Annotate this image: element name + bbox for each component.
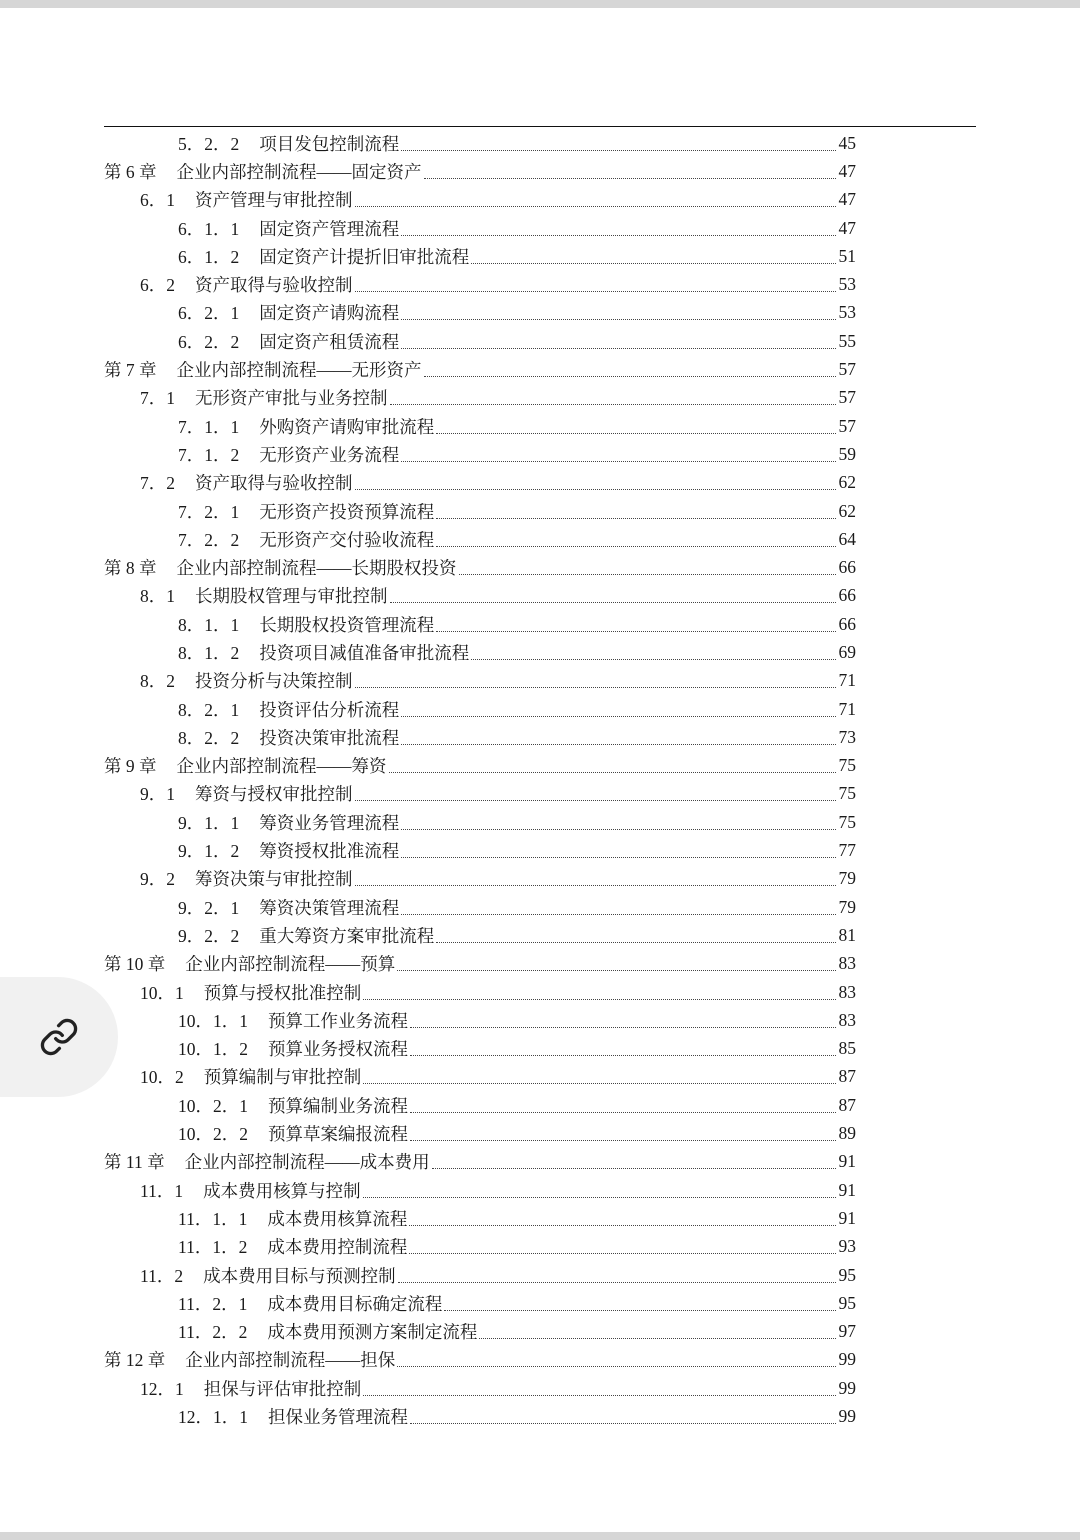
dot-leader — [424, 376, 837, 377]
toc-section-entry — [104, 978, 856, 1006]
entry-number: 8．1 — [140, 586, 175, 607]
entry-title: 担保业务管理流程 — [268, 1407, 408, 1427]
dot-leader — [355, 206, 837, 207]
entry-title: 企业内部控制流程——无形资产 — [176, 360, 422, 381]
entry-number: 7．2．2 — [178, 529, 240, 550]
entry-page-number: 55 — [838, 330, 856, 351]
entry-number: 第 8 章 — [104, 558, 157, 579]
entry-page-number: 62 — [838, 472, 856, 493]
dot-leader — [355, 800, 837, 801]
dot-leader — [390, 404, 837, 405]
entry-number: 12．1．1 — [178, 1407, 248, 1427]
dot-leader — [397, 970, 836, 971]
entry-title: 投资分析与决策控制 — [195, 671, 353, 692]
entry-number: 11．1．1 — [178, 1208, 248, 1229]
dot-leader — [409, 1225, 836, 1226]
entry-number: 6．2．2 — [178, 331, 240, 352]
entry-page-number: 75 — [838, 783, 856, 804]
dot-leader — [401, 235, 836, 236]
entry-title: 无形资产投资预算流程 — [259, 501, 435, 522]
entry-title: 成本费用核算与控制 — [203, 1180, 361, 1201]
toc-subsection-entry — [104, 893, 856, 921]
dot-leader — [363, 1395, 836, 1396]
toc-subsection-entry — [104, 412, 856, 440]
entry-title: 重大筹资方案审批流程 — [259, 925, 435, 946]
entry-page-number: 91 — [838, 1151, 856, 1172]
dot-leader — [401, 319, 836, 320]
entry-title: 担保与评估审批控制 — [203, 1378, 362, 1399]
entry-number: 8．1．2 — [178, 642, 240, 663]
entry-title: 投资项目减值准备审批流程 — [259, 642, 470, 663]
toc-subsection-entry — [104, 695, 856, 723]
entry-page-number: 57 — [838, 415, 856, 436]
dot-leader — [436, 433, 836, 434]
entry-page-number: 47 — [838, 189, 856, 210]
entry-page-number: 45 — [838, 132, 856, 153]
entry-title: 投资评估分析流程 — [259, 699, 400, 720]
entry-page-number: 66 — [838, 557, 856, 578]
entry-number: 10．2 — [140, 1067, 184, 1088]
entry-number: 7．1．2 — [178, 444, 240, 465]
toc-subsection-entry — [104, 610, 856, 638]
entry-title: 企业内部控制流程——担保 — [185, 1350, 396, 1371]
dot-leader — [398, 1282, 836, 1283]
dot-leader — [432, 1168, 836, 1169]
entry-title: 固定资产租赁流程 — [259, 331, 400, 352]
toc-subsection-entry — [104, 214, 856, 242]
entry-number: 8．2．2 — [178, 727, 240, 748]
entry-title: 固定资产管理流程 — [259, 218, 400, 239]
toc-section-entry — [104, 1176, 856, 1204]
dot-leader — [410, 1423, 836, 1424]
entry-title: 成本费用预测方案制定流程 — [267, 1322, 478, 1343]
dot-leader — [424, 178, 837, 179]
toc-subsection-entry — [104, 808, 856, 836]
entry-page-number: 57 — [838, 359, 856, 380]
entry-title: 成本费用目标与预测控制 — [203, 1265, 396, 1286]
toc-subsection-entry — [104, 242, 856, 270]
dot-leader — [436, 546, 836, 547]
entry-title: 预算编制与审批控制 — [203, 1067, 362, 1088]
toc-chapter-entry — [104, 553, 856, 581]
entry-number: 10．1．1 — [178, 1010, 248, 1031]
entry-title: 筹资授权批准流程 — [259, 841, 400, 862]
entry-number: 6．2 — [140, 275, 175, 296]
entry-page-number: 71 — [838, 670, 856, 691]
entry-number: 11．1 — [140, 1180, 184, 1201]
dot-leader — [355, 687, 837, 688]
dot-leader — [409, 1253, 836, 1254]
link-icon — [39, 1017, 79, 1057]
entry-page-number: 99 — [838, 1406, 856, 1426]
entry-number: 10．2．1 — [178, 1095, 248, 1116]
entry-number: 第 10 章 — [104, 954, 166, 975]
toc-section-entry — [104, 1261, 856, 1289]
entry-number: 11．2．2 — [178, 1322, 248, 1343]
dot-leader — [479, 1338, 836, 1339]
toc-section-entry — [104, 270, 856, 298]
toc-subsection-entry — [104, 921, 856, 949]
toc-subsection-entry — [104, 129, 856, 157]
copy-link-button[interactable] — [0, 977, 118, 1097]
toc-section-entry — [104, 1063, 856, 1091]
toc-chapter-entry — [104, 157, 856, 185]
toc-subsection-entry — [104, 638, 856, 666]
toc-subsection-entry — [104, 1317, 856, 1345]
entry-page-number: 91 — [838, 1179, 856, 1200]
dot-leader — [390, 602, 837, 603]
entry-page-number: 53 — [838, 274, 856, 295]
dot-leader — [401, 461, 836, 462]
toc-subsection-entry — [104, 299, 856, 327]
toc-subsection-entry — [104, 1402, 856, 1430]
entry-number: 12．1 — [140, 1378, 184, 1399]
entry-number: 7．1 — [140, 388, 175, 409]
entry-title: 资产取得与验收控制 — [195, 473, 353, 494]
entry-number: 7．2 — [140, 473, 175, 494]
entry-title: 成本费用控制流程 — [267, 1237, 408, 1258]
entry-title: 预算编制业务流程 — [268, 1095, 408, 1116]
toc-subsection-entry — [104, 723, 856, 751]
toc-chapter-entry — [104, 1148, 856, 1176]
entry-title: 预算与授权批准控制 — [203, 982, 362, 1003]
entry-number: 9．1．1 — [178, 812, 240, 833]
entry-page-number: 87 — [838, 1066, 856, 1087]
entry-page-number: 53 — [838, 302, 856, 323]
dot-leader — [355, 489, 837, 490]
entry-number: 8．2．1 — [178, 699, 240, 720]
entry-page-number: 77 — [838, 840, 856, 861]
entry-title: 固定资产计提折旧审批流程 — [259, 246, 470, 267]
entry-number: 6．1．1 — [178, 218, 240, 239]
dot-leader — [401, 150, 836, 151]
entry-title: 资产管理与审批控制 — [195, 190, 353, 211]
dot-leader — [436, 518, 836, 519]
dot-leader — [436, 942, 836, 943]
toc-subsection-entry — [104, 327, 856, 355]
dot-leader — [363, 1083, 836, 1084]
dot-leader — [401, 716, 836, 717]
dot-leader — [471, 659, 836, 660]
entry-page-number: 79 — [838, 896, 856, 917]
toc-chapter-entry — [104, 1346, 856, 1374]
toc-subsection-entry — [104, 1119, 856, 1147]
toc-section-entry — [104, 667, 856, 695]
entry-title: 企业内部控制流程——成本费用 — [184, 1152, 430, 1173]
entry-title: 无形资产审批与业务控制 — [195, 388, 388, 409]
entry-number: 9．2．1 — [178, 897, 240, 918]
entry-title: 固定资产请购流程 — [259, 303, 400, 324]
toc-section-entry — [104, 582, 856, 610]
dot-leader — [355, 885, 837, 886]
entry-page-number: 69 — [838, 641, 856, 662]
entry-title: 企业内部控制流程——固定资产 — [176, 161, 422, 182]
entry-page-number: 75 — [838, 811, 856, 832]
entry-number: 第 6 章 — [104, 161, 157, 182]
entry-title: 企业内部控制流程——筹资 — [176, 756, 387, 777]
entry-title: 成本费用目标确定流程 — [267, 1293, 443, 1314]
toc-section-entry — [104, 865, 856, 893]
dot-leader — [389, 772, 837, 773]
entry-number: 11．2．1 — [178, 1293, 248, 1314]
entry-page-number: 83 — [838, 1009, 856, 1030]
dot-leader — [401, 857, 836, 858]
entry-number: 8．2 — [140, 671, 175, 692]
toc-section-entry — [104, 469, 856, 497]
viewer-top-band — [0, 0, 1080, 8]
dot-leader — [401, 348, 836, 349]
entry-number: 第 11 章 — [104, 1152, 165, 1173]
entry-page-number: 81 — [838, 924, 856, 945]
dot-leader — [397, 1366, 836, 1367]
entry-number: 6．1 — [140, 190, 175, 211]
entry-number: 5．2．2 — [178, 133, 240, 154]
entry-title: 项目发包控制流程 — [259, 133, 400, 154]
entry-page-number: 85 — [838, 1038, 856, 1059]
dot-leader — [471, 263, 836, 264]
entry-number: 8．1．1 — [178, 614, 240, 635]
viewer-bottom-band — [0, 1532, 1080, 1540]
toc-chapter-entry — [104, 950, 856, 978]
toc-subsection-entry — [104, 836, 856, 864]
dot-leader — [410, 1055, 836, 1056]
entry-title: 投资决策审批流程 — [259, 727, 400, 748]
toc-subsection-entry — [104, 525, 856, 553]
entry-number: 第 7 章 — [104, 360, 157, 381]
entry-page-number: 83 — [838, 953, 856, 974]
toc-subsection-entry — [104, 1289, 856, 1317]
toc-subsection-entry — [104, 1233, 856, 1261]
entry-title: 资产取得与验收控制 — [195, 275, 353, 296]
dot-leader — [401, 829, 836, 830]
entry-number: 9．1．2 — [178, 841, 240, 862]
toc-subsection-entry — [104, 440, 856, 468]
dot-leader — [363, 1197, 836, 1198]
toc-section-entry — [104, 780, 856, 808]
toc-subsection-entry — [104, 1035, 856, 1063]
entry-number: 10．2．2 — [178, 1124, 248, 1145]
entry-number: 7．2．1 — [178, 501, 240, 522]
entry-page-number: 47 — [838, 160, 856, 181]
entry-number: 9．1 — [140, 784, 175, 805]
entry-page-number: 95 — [838, 1264, 856, 1285]
entry-title: 企业内部控制流程——预算 — [185, 954, 396, 975]
entry-title: 成本费用核算流程 — [267, 1208, 408, 1229]
entry-page-number: 64 — [838, 528, 856, 549]
entry-number: 9．2．2 — [178, 925, 240, 946]
entry-page-number: 91 — [838, 1207, 856, 1228]
entry-page-number: 57 — [838, 387, 856, 408]
entry-page-number: 73 — [838, 726, 856, 747]
toc-section-entry — [104, 384, 856, 412]
entry-number: 10．1 — [140, 982, 184, 1003]
entry-title: 长期股权投资管理流程 — [259, 614, 435, 635]
dot-leader — [410, 1027, 836, 1028]
entry-title: 预算草案编报流程 — [268, 1124, 408, 1145]
entry-number: 11．2 — [140, 1265, 184, 1286]
entry-title: 长期股权管理与审批控制 — [195, 586, 388, 607]
dot-leader — [401, 744, 836, 745]
entry-page-number: 47 — [838, 217, 856, 238]
entry-page-number: 87 — [838, 1094, 856, 1115]
entry-page-number: 99 — [838, 1349, 856, 1370]
entry-page-number: 51 — [838, 245, 856, 266]
entry-number: 第 12 章 — [104, 1350, 166, 1371]
entry-title: 无形资产交付验收流程 — [259, 529, 435, 550]
table-of-contents — [104, 129, 856, 1431]
toc-subsection-entry — [104, 1204, 856, 1232]
toc-section-entry — [104, 186, 856, 214]
entry-page-number: 99 — [838, 1377, 856, 1398]
header-rule — [104, 126, 976, 127]
entry-number: 11．1．2 — [178, 1237, 248, 1258]
entry-title: 外购资产请购审批流程 — [259, 416, 435, 437]
entry-page-number: 66 — [838, 613, 856, 634]
entry-page-number: 62 — [838, 500, 856, 521]
entry-title: 筹资决策与审批控制 — [195, 869, 353, 890]
toc-section-entry — [104, 1374, 856, 1402]
entry-title: 筹资决策管理流程 — [259, 897, 400, 918]
entry-page-number: 97 — [838, 1321, 856, 1342]
dot-leader — [401, 914, 836, 915]
toc-chapter-entry — [104, 752, 856, 780]
entry-number: 6．1．2 — [178, 246, 240, 267]
dot-leader — [459, 574, 837, 575]
toc-subsection-entry — [104, 1091, 856, 1119]
entry-number: 6．2．1 — [178, 303, 240, 324]
entry-page-number: 79 — [838, 868, 856, 889]
entry-title: 预算工作业务流程 — [268, 1010, 408, 1031]
entry-page-number: 71 — [838, 698, 856, 719]
entry-title: 筹资与授权审批控制 — [195, 784, 353, 805]
entry-page-number: 95 — [838, 1292, 856, 1313]
entry-page-number: 83 — [838, 981, 856, 1002]
toc-subsection-entry — [104, 497, 856, 525]
entry-page-number: 59 — [838, 443, 856, 464]
dot-leader — [363, 999, 836, 1000]
dot-leader — [355, 291, 837, 292]
entry-page-number: 93 — [838, 1236, 856, 1257]
entry-page-number: 66 — [838, 585, 856, 606]
entry-number: 10．1．2 — [178, 1039, 248, 1060]
entry-title: 企业内部控制流程——长期股权投资 — [176, 558, 457, 579]
entry-number: 9．2 — [140, 869, 175, 890]
entry-page-number: 75 — [838, 755, 856, 776]
entry-number: 第 9 章 — [104, 756, 157, 777]
dot-leader — [410, 1112, 836, 1113]
entry-page-number: 89 — [838, 1123, 856, 1144]
dot-leader — [444, 1310, 836, 1311]
toc-chapter-entry — [104, 355, 856, 383]
entry-number: 7．1．1 — [178, 416, 240, 437]
entry-title: 预算业务授权流程 — [268, 1039, 408, 1060]
dot-leader — [436, 631, 836, 632]
toc-subsection-entry — [104, 1006, 856, 1034]
entry-title: 筹资业务管理流程 — [259, 812, 400, 833]
entry-title: 无形资产业务流程 — [259, 444, 400, 465]
dot-leader — [410, 1140, 836, 1141]
